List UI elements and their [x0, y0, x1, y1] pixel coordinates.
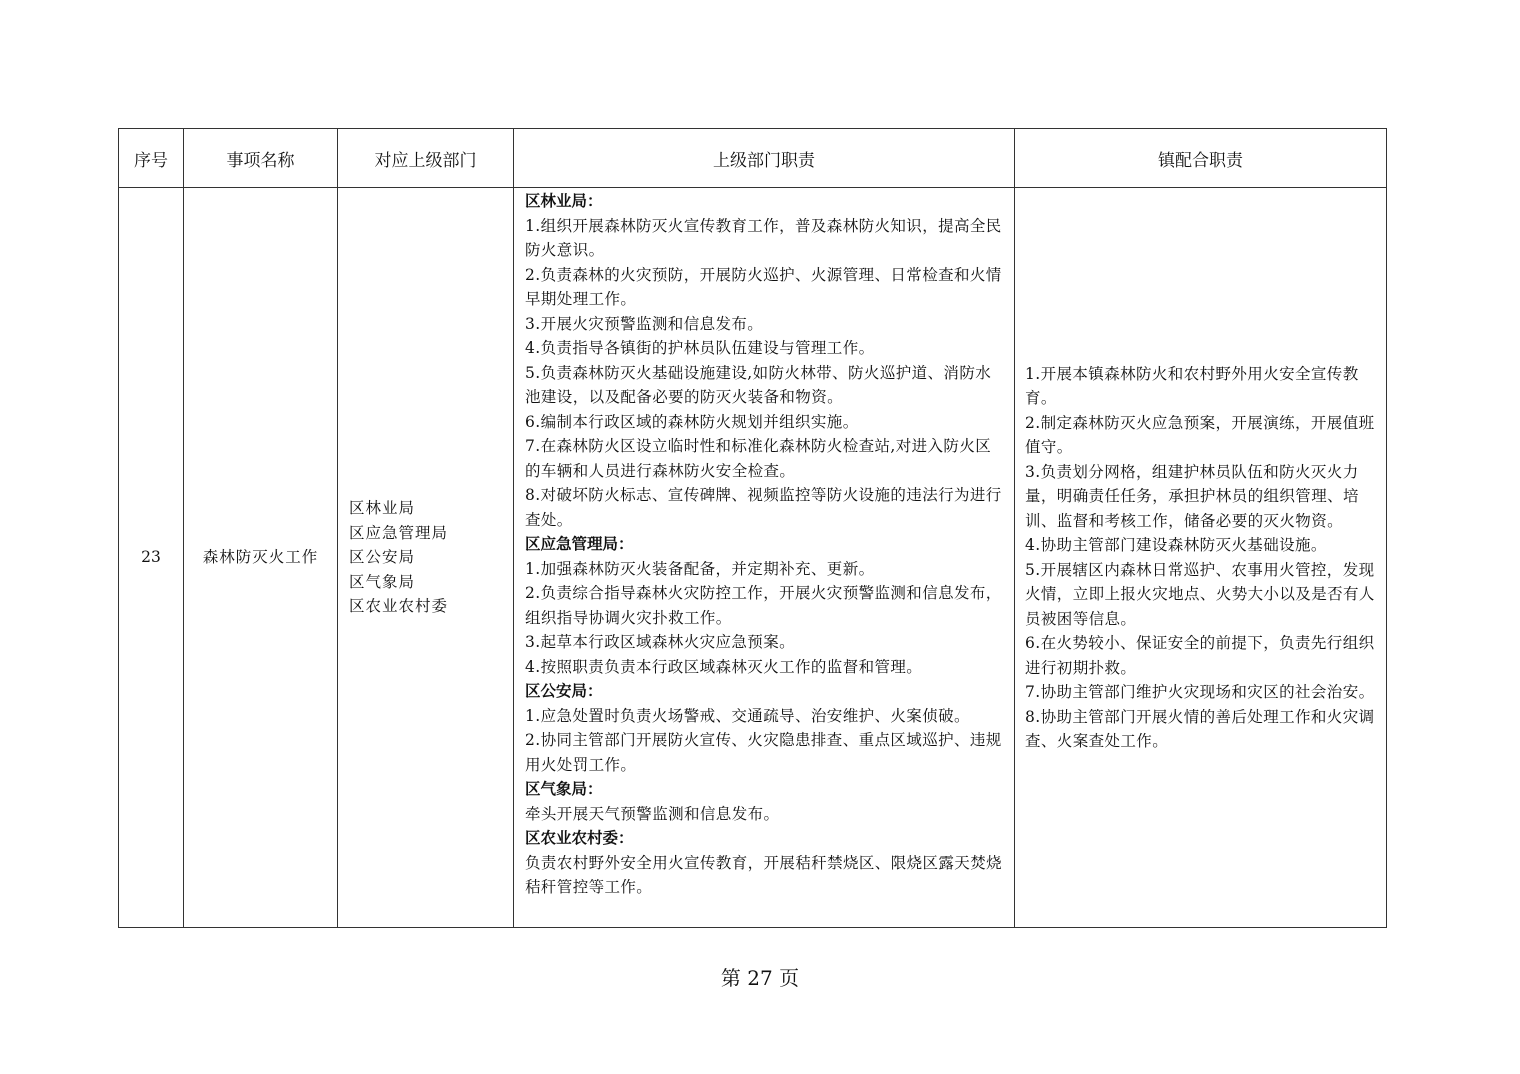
responsibility-item: 2.负责森林的火灾预防，开展防火巡护、火源管理、日常检查和火情早期处理工作。	[525, 265, 1002, 308]
responsibility-item: 牵头开展天气预警监测和信息发布。	[525, 804, 780, 823]
town-responsibilities-cell	[1015, 188, 1387, 928]
table-header-row	[119, 129, 1387, 188]
table-row	[119, 188, 1387, 928]
section-heading-emergency: 区应急管理局：	[525, 535, 634, 553]
responsibility-item: 负责农村野外安全用火宣传教育，开展秸秆禁烧区、限烧区露天焚烧秸秆管控等工作。	[525, 853, 1003, 896]
section-heading-forestry: 区林业局：	[525, 192, 603, 210]
responsibility-item: 7.在森林防火区设立临时性和标准化森林防火检查站,对进入防火区的车辆和人员进行森林防火安全检查。	[525, 437, 992, 480]
responsibility-item: 6.编制本行政区域的森林防火规划并组织实施。	[525, 412, 859, 431]
section-heading-agriculture: 区农业农村委：	[525, 829, 634, 847]
responsibility-item: 4.负责指导各镇街的护林员队伍建设与管理工作。	[525, 339, 875, 357]
responsibility-item: 3.起草本行政区域森林火灾应急预案。	[525, 633, 795, 651]
department-item: 区公安局	[349, 548, 416, 567]
department-list	[338, 188, 514, 928]
header-item-name: 事项名称	[184, 129, 338, 188]
responsibility-item: 8.对破坏防火标志、宣传碑牌、视频监控等防火设施的违法行为进行查处。	[525, 486, 1002, 529]
department-item: 区林业局	[349, 499, 416, 518]
superior-responsibilities-cell	[514, 188, 1015, 928]
item-name: 森林防灭火工作	[184, 188, 338, 928]
town-responsibility-item: 4.协助主管部门建设森林防灭火基础设施。	[1025, 536, 1327, 554]
town-responsibility-item: 3.负责划分网格，组建护林员队伍和防火灭火力量，明确责任任务，承担护林员的组织管理、培训、监督和考核工作，储备必要的灭火物资。	[1025, 462, 1359, 530]
header-no: 序号	[119, 129, 184, 188]
responsibility-item: 2.负责综合指导森林火灾防控工作，开展火灾预警监测和信息发布，组织指导协调火灾扑救工作。	[525, 584, 1002, 627]
town-responsibility-item: 7.协助主管部门维护火灾现场和灾区的社会治安。	[1025, 683, 1375, 701]
responsibility-item: 3.开展火灾预警监测和信息发布。	[525, 314, 764, 333]
section-heading-meteorology: 区气象局：	[525, 780, 603, 798]
responsibility-item: 1.应急处置时负责火场警戒、交通疏导、治安维护、火案侦破。	[525, 706, 970, 725]
town-responsibility-item: 2.制定森林防灭火应急预案，开展演练，开展值班值守。	[1025, 413, 1375, 456]
section-heading-police: 区公安局：	[525, 682, 603, 700]
responsibility-item: 1.组织开展森林防灭火宣传教育工作，普及森林防火知识，提高全民防火意识。	[525, 216, 1002, 259]
town-responsibility-item: 8.协助主管部门开展火情的善后处理工作和火灾调查、火案查处工作。	[1025, 707, 1375, 750]
town-responsibility-item: 1.开展本镇森林防火和农村野外用火安全宣传教育。	[1025, 364, 1359, 407]
town-responsibility-item: 6.在火势较小、保证安全的前提下，负责先行组织进行初期扑救。	[1025, 634, 1375, 677]
header-superior-dept: 对应上级部门	[338, 129, 514, 188]
department-item: 区应急管理局	[349, 523, 449, 542]
responsibility-item: 2.协同主管部门开展防火宣传、火灾隐患排查、重点区域巡护、违规用火处罚工作。	[525, 731, 1002, 774]
responsibility-item: 5.负责森林防灭火基础设施建设,如防火林带、防火巡护道、消防水池建设，以及配备必要的防灭火装备和物资。	[525, 363, 992, 406]
header-town-responsibilities: 镇配合职责	[1015, 129, 1387, 188]
responsibility-item: 4.按照职责负责本行政区域森林灭火工作的监督和管理。	[525, 657, 923, 676]
department-item: 区农业农村委	[349, 597, 449, 616]
town-responsibility-item: 5.开展辖区内森林日常巡护、农事用火管控，发现火情，立即上报火灾地点、火势大小以及是否有人员被困等信息。	[1025, 560, 1375, 628]
header-superior-responsibilities: 上级部门职责	[514, 129, 1015, 188]
page-number: 第 27 页	[720, 966, 800, 990]
responsibility-table	[118, 128, 1387, 928]
responsibility-item: 1.加强森林防灭火装备配备，并定期补充、更新。	[525, 559, 875, 578]
department-item: 区气象局	[349, 572, 416, 591]
row-number: 23	[119, 188, 184, 928]
